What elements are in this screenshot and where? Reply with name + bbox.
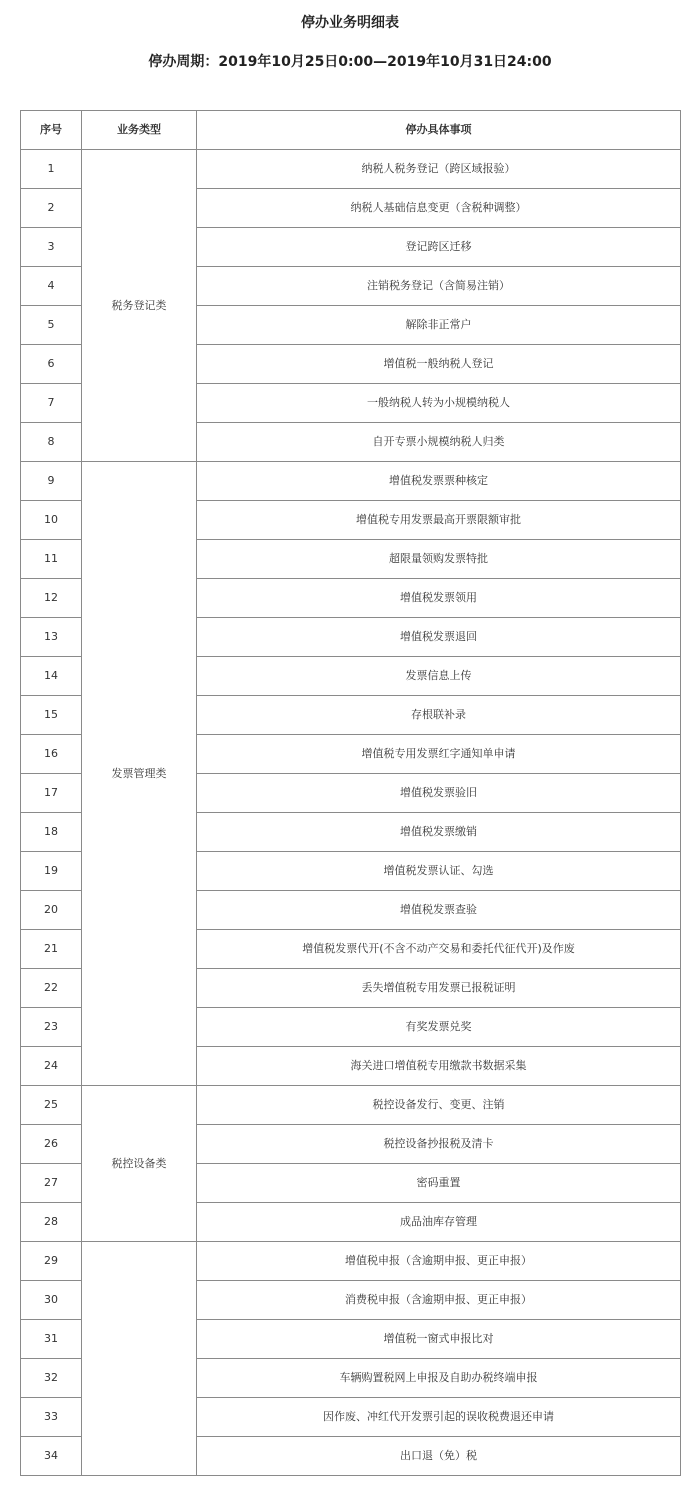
item-cell: 发票信息上传 — [197, 657, 681, 696]
item-cell: 自开专票小规模纳税人归类 — [197, 423, 681, 462]
header-category: 业务类型 — [82, 111, 197, 150]
row-number: 2 — [21, 189, 82, 228]
item-cell: 增值税一般纳税人登记 — [197, 345, 681, 384]
item-cell: 增值税发票代开(不含不动产交易和委托代征代开)及作废 — [197, 930, 681, 969]
item-cell: 注销税务登记（含简易注销） — [197, 267, 681, 306]
item-cell: 纳税人基础信息变更（含税种调整） — [197, 189, 681, 228]
table-row — [21, 1086, 681, 1125]
item-cell: 增值税发票验旧 — [197, 774, 681, 813]
row-number: 26 — [21, 1125, 82, 1164]
row-number: 17 — [21, 774, 82, 813]
row-number: 8 — [21, 423, 82, 462]
row-number: 6 — [21, 345, 82, 384]
item-cell: 超限量领购发票特批 — [197, 540, 681, 579]
table-row — [21, 462, 681, 501]
category-cell: 税控设备类 — [82, 1086, 197, 1242]
category-cell: 税务登记类 — [82, 150, 197, 462]
row-number: 9 — [21, 462, 82, 501]
row-number: 14 — [21, 657, 82, 696]
row-number: 10 — [21, 501, 82, 540]
item-cell: 税控设备抄报税及清卡 — [197, 1125, 681, 1164]
category-cell — [82, 1242, 197, 1476]
item-cell: 增值税发票领用 — [197, 579, 681, 618]
row-number: 5 — [21, 306, 82, 345]
item-cell: 车辆购置税网上申报及自助办税终端申报 — [197, 1359, 681, 1398]
document-title: 停办业务明细表 — [301, 15, 399, 31]
row-number: 13 — [21, 618, 82, 657]
item-cell: 增值税发票查验 — [197, 891, 681, 930]
item-cell: 解除非正常户 — [197, 306, 681, 345]
row-number: 34 — [21, 1437, 82, 1476]
item-cell: 存根联补录 — [197, 696, 681, 735]
row-number: 1 — [21, 150, 82, 189]
category-cell: 发票管理类 — [82, 462, 197, 1086]
row-number: 22 — [21, 969, 82, 1008]
row-number: 12 — [21, 579, 82, 618]
table-row — [21, 150, 681, 189]
header-item: 停办具体事项 — [197, 111, 681, 150]
table-header-row — [21, 111, 681, 150]
item-cell: 增值税一窗式申报比对 — [197, 1320, 681, 1359]
row-number: 7 — [21, 384, 82, 423]
item-cell: 一般纳税人转为小规模纳税人 — [197, 384, 681, 423]
row-number: 30 — [21, 1281, 82, 1320]
table-body — [21, 150, 681, 1476]
row-number: 25 — [21, 1086, 82, 1125]
row-number: 15 — [21, 696, 82, 735]
item-cell: 出口退（免）税 — [197, 1437, 681, 1476]
item-cell: 增值税发票缴销 — [197, 813, 681, 852]
suspension-period: 停办周期：2019年10月25日0:00—2019年10月31日24:00 — [148, 54, 552, 70]
row-number: 27 — [21, 1164, 82, 1203]
row-number: 16 — [21, 735, 82, 774]
row-number: 11 — [21, 540, 82, 579]
row-number: 19 — [21, 852, 82, 891]
item-cell: 消费税申报（含逾期申报、更正申报） — [197, 1281, 681, 1320]
item-cell: 丢失增值税专用发票已报税证明 — [197, 969, 681, 1008]
row-number: 3 — [21, 228, 82, 267]
item-cell: 因作废、冲红代开发票引起的误收税费退还申请 — [197, 1398, 681, 1437]
item-cell: 登记跨区迁移 — [197, 228, 681, 267]
table-row — [21, 1242, 681, 1281]
item-cell: 增值税申报（含逾期申报、更正申报） — [197, 1242, 681, 1281]
item-cell: 有奖发票兑奖 — [197, 1008, 681, 1047]
item-cell: 增值税发票认证、勾选 — [197, 852, 681, 891]
row-number: 21 — [21, 930, 82, 969]
row-number: 28 — [21, 1203, 82, 1242]
row-number: 33 — [21, 1398, 82, 1437]
suspended-services-table — [20, 110, 681, 1476]
header-number: 序号 — [21, 111, 82, 150]
item-cell: 税控设备发行、变更、注销 — [197, 1086, 681, 1125]
row-number: 4 — [21, 267, 82, 306]
row-number: 29 — [21, 1242, 82, 1281]
item-cell: 增值税发票退回 — [197, 618, 681, 657]
item-cell: 增值税专用发票红字通知单申请 — [197, 735, 681, 774]
item-cell: 海关进口增值税专用缴款书数据采集 — [197, 1047, 681, 1086]
item-cell: 增值税专用发票最高开票限额审批 — [197, 501, 681, 540]
row-number: 24 — [21, 1047, 82, 1086]
row-number: 20 — [21, 891, 82, 930]
row-number: 18 — [21, 813, 82, 852]
item-cell: 成品油库存管理 — [197, 1203, 681, 1242]
row-number: 23 — [21, 1008, 82, 1047]
item-cell: 增值税发票票种核定 — [197, 462, 681, 501]
row-number: 31 — [21, 1320, 82, 1359]
row-number: 32 — [21, 1359, 82, 1398]
item-cell: 密码重置 — [197, 1164, 681, 1203]
item-cell: 纳税人税务登记（跨区域报验） — [197, 150, 681, 189]
